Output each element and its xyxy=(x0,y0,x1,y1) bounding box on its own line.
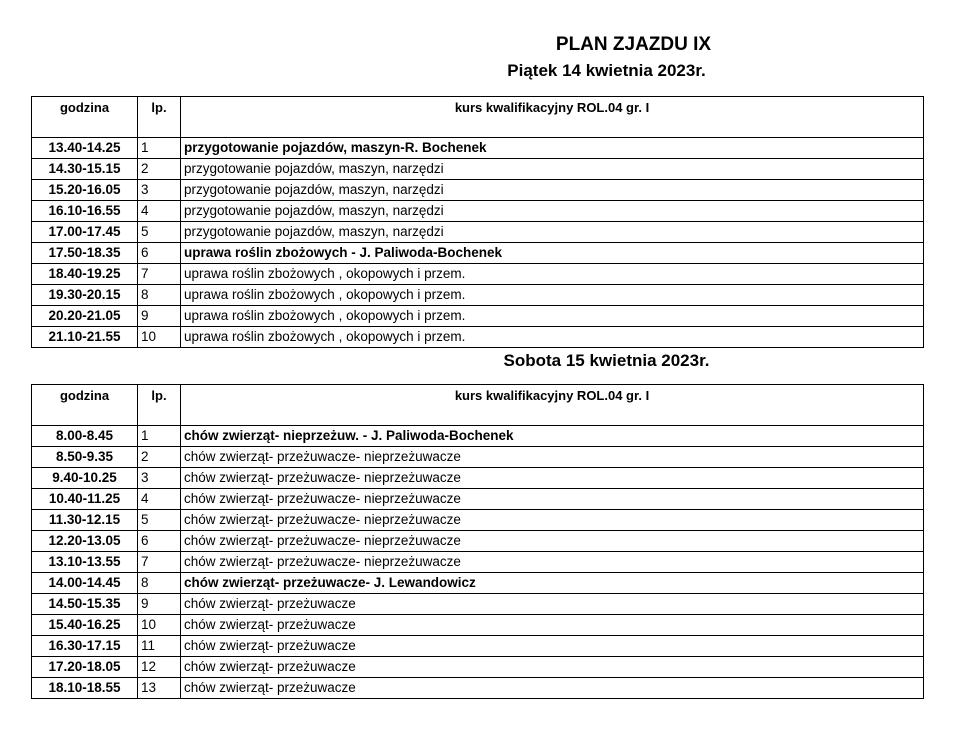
subject-cell: uprawa roślin zbożowych - J. Paliwoda-Bochenek xyxy=(181,243,924,264)
table-row xyxy=(32,510,924,531)
time-cell: 17.00-17.45 xyxy=(32,222,138,243)
time-cell: 13.10-13.55 xyxy=(32,552,138,573)
time-cell: 17.50-18.35 xyxy=(32,243,138,264)
lp-cell: 2 xyxy=(138,159,181,180)
lp-cell: 8 xyxy=(138,573,181,594)
subject-cell: chów zwierząt- nieprzeżuw. - J. Paliwoda-Bochenek xyxy=(181,426,924,447)
table-row xyxy=(32,180,924,201)
header-course: kurs kwalifikacyjny ROL.04 gr. I xyxy=(181,385,924,426)
header-lp: lp. xyxy=(138,97,181,138)
time-cell: 16.10-16.55 xyxy=(32,201,138,222)
lp-cell: 2 xyxy=(138,447,181,468)
time-cell: 18.40-19.25 xyxy=(32,264,138,285)
time-cell: 21.10-21.55 xyxy=(32,327,138,348)
lp-cell: 7 xyxy=(138,552,181,573)
lp-cell: 8 xyxy=(138,285,181,306)
page-title: PLAN ZJAZDU IX xyxy=(555,34,712,55)
lp-cell: 3 xyxy=(138,180,181,201)
table-header-row xyxy=(32,97,924,138)
schedule-table-friday xyxy=(31,96,924,348)
lp-cell: 9 xyxy=(138,594,181,615)
subject-cell: uprawa roślin zbożowych , okopowych i przem. xyxy=(181,327,924,348)
time-cell: 9.40-10.25 xyxy=(32,468,138,489)
header-course: kurs kwalifikacyjny ROL.04 gr. I xyxy=(181,97,924,138)
lp-cell: 6 xyxy=(138,531,181,552)
subject-cell: chów zwierząt- przeżuwacze xyxy=(181,678,924,699)
lp-cell: 10 xyxy=(138,615,181,636)
table-row xyxy=(32,594,924,615)
subject-cell: uprawa roślin zbożowych , okopowych i przem. xyxy=(181,264,924,285)
table-row xyxy=(32,636,924,657)
subject-cell: uprawa roślin zbożowych , okopowych i przem. xyxy=(181,285,924,306)
subject-cell: chów zwierząt- przeżuwacze- J. Lewandowicz xyxy=(181,573,924,594)
subject-cell: chów zwierząt- przeżuwacze xyxy=(181,615,924,636)
table-row xyxy=(32,243,924,264)
subject-cell: chów zwierząt- przeżuwacze- nieprzeżuwacze xyxy=(181,489,924,510)
table-row xyxy=(32,678,924,699)
subject-cell: chów zwierząt- przeżuwacze- nieprzeżuwacze xyxy=(181,552,924,573)
time-cell: 8.00-8.45 xyxy=(32,426,138,447)
lp-cell: 12 xyxy=(138,657,181,678)
lp-cell: 3 xyxy=(138,468,181,489)
lp-cell: 7 xyxy=(138,264,181,285)
time-cell: 15.40-16.25 xyxy=(32,615,138,636)
subject-cell: uprawa roślin zbożowych , okopowych i przem. xyxy=(181,306,924,327)
day-heading-saturday: Sobota 15 kwietnia 2023r. xyxy=(503,351,710,370)
time-cell: 12.20-13.05 xyxy=(32,531,138,552)
subject-cell: chów zwierząt- przeżuwacze xyxy=(181,636,924,657)
table-row xyxy=(32,327,924,348)
lp-cell: 9 xyxy=(138,306,181,327)
subject-cell: przygotowanie pojazdów, maszyn, narzędzi xyxy=(181,222,924,243)
day-heading-friday: Piątek 14 kwietnia 2023r. xyxy=(507,61,706,80)
table-row xyxy=(32,615,924,636)
table-row xyxy=(32,447,924,468)
time-cell: 14.00-14.45 xyxy=(32,573,138,594)
table-row xyxy=(32,657,924,678)
table-row xyxy=(32,222,924,243)
lp-cell: 5 xyxy=(138,222,181,243)
lp-cell: 6 xyxy=(138,243,181,264)
table-row xyxy=(32,489,924,510)
lp-cell: 1 xyxy=(138,426,181,447)
lp-cell: 13 xyxy=(138,678,181,699)
header-time: godzina xyxy=(32,97,138,138)
subject-cell: przygotowanie pojazdów, maszyn-R. Bochenek xyxy=(181,138,924,159)
table-row xyxy=(32,531,924,552)
subject-cell: chów zwierząt- przeżuwacze- nieprzeżuwacze xyxy=(181,531,924,552)
subject-cell: chów zwierząt- przeżuwacze- nieprzeżuwacze xyxy=(181,468,924,489)
subject-cell: chów zwierząt- przeżuwacze- nieprzeżuwacze xyxy=(181,510,924,531)
time-cell: 13.40-14.25 xyxy=(32,138,138,159)
lp-cell: 4 xyxy=(138,201,181,222)
time-cell: 8.50-9.35 xyxy=(32,447,138,468)
table-row xyxy=(32,201,924,222)
table-row xyxy=(32,426,924,447)
time-cell: 19.30-20.15 xyxy=(32,285,138,306)
lp-cell: 1 xyxy=(138,138,181,159)
subject-cell: przygotowanie pojazdów, maszyn, narzędzi xyxy=(181,159,924,180)
lp-cell: 4 xyxy=(138,489,181,510)
subject-cell: chów zwierząt- przeżuwacze xyxy=(181,594,924,615)
table-row xyxy=(32,285,924,306)
time-cell: 11.30-12.15 xyxy=(32,510,138,531)
schedule-table-saturday xyxy=(31,384,924,699)
time-cell: 15.20-16.05 xyxy=(32,180,138,201)
time-cell: 14.30-15.15 xyxy=(32,159,138,180)
subject-cell: chów zwierząt- przeżuwacze xyxy=(181,657,924,678)
lp-cell: 10 xyxy=(138,327,181,348)
lp-cell: 5 xyxy=(138,510,181,531)
table-row xyxy=(32,306,924,327)
time-cell: 20.20-21.05 xyxy=(32,306,138,327)
time-cell: 10.40-11.25 xyxy=(32,489,138,510)
table-header-row xyxy=(32,385,924,426)
table-row xyxy=(32,264,924,285)
time-cell: 14.50-15.35 xyxy=(32,594,138,615)
table-row xyxy=(32,159,924,180)
table-row xyxy=(32,138,924,159)
time-cell: 17.20-18.05 xyxy=(32,657,138,678)
header-time: godzina xyxy=(32,385,138,426)
lp-cell: 11 xyxy=(138,636,181,657)
subject-cell: chów zwierząt- przeżuwacze- nieprzeżuwacze xyxy=(181,447,924,468)
table-row xyxy=(32,573,924,594)
table-row xyxy=(32,468,924,489)
time-cell: 16.30-17.15 xyxy=(32,636,138,657)
header-lp: lp. xyxy=(138,385,181,426)
subject-cell: przygotowanie pojazdów, maszyn, narzędzi xyxy=(181,201,924,222)
table-row xyxy=(32,552,924,573)
subject-cell: przygotowanie pojazdów, maszyn, narzędzi xyxy=(181,180,924,201)
time-cell: 18.10-18.55 xyxy=(32,678,138,699)
